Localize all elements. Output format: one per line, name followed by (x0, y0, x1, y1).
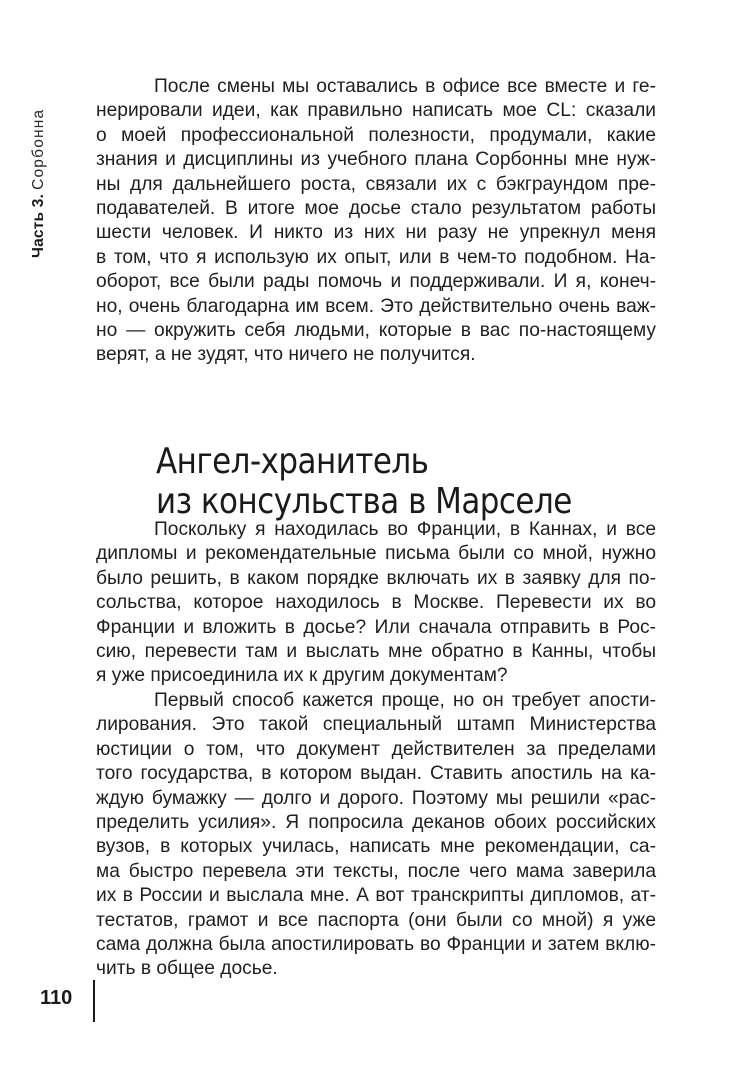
text-line: Поскольку я находилась во Франции, в Каннах, и все (154, 519, 656, 540)
text-line: вузов, в которых училась, написать мне рекомендации, са- (96, 836, 656, 858)
text-line: Франции и вложить в досье? Или сначала отправить в Рос- (96, 616, 656, 638)
text-line: было решить, в каком порядке включать их в заявку для по- (96, 567, 656, 589)
text-line: я уже присоединила их к другим документам? (96, 665, 508, 687)
page-number: 110 (40, 987, 73, 1009)
paragraph-3 (96, 689, 656, 982)
paragraph-1 (96, 75, 656, 368)
heading-line-1: Ангел-хранитель (156, 440, 429, 482)
text-line: оборот, все были рады помочь и поддерживали. И я, конеч- (96, 271, 656, 293)
text-line: ждую бумажку — долго и дорого. Поэтому мы решили «рас- (96, 787, 656, 809)
text-line: подавателей. В итоге мое досье стало результатом работы (96, 197, 656, 219)
text-line: того государства, в котором выдан. Ставить апостиль на ка- (96, 763, 656, 785)
text-line: их в России и выслала мне. А вот транскрипты дипломов, ат- (96, 885, 656, 907)
running-header-part: Часть 3. (30, 193, 47, 258)
text-line: о моей профессиональной полезности, продумали, какие (96, 124, 656, 146)
text-line: ны для дальнейшего роста, связали их с бэкграундом пре- (96, 173, 656, 195)
text-line: в том, что я использую их опыт, или в чем-то подобном. На- (96, 246, 656, 268)
text-line: После смены мы оставались в офисе все вместе и ге- (154, 76, 656, 97)
text-line: ма быстро перевела эти тексты, после чего мама заверила (96, 860, 656, 882)
page-number-divider (93, 980, 95, 1022)
text-line: юстиции о том, что документ действителен за пределами (96, 738, 656, 760)
text-line: но — окружить себя людьми, которые в вас по-настоящему (96, 319, 656, 341)
text-line: сию, перевести там и выслать мне обратно в Канны, чтобы (96, 640, 656, 662)
text-line: шести человек. И никто из них ни разу не упрекнул меня (96, 222, 656, 244)
text-line: Первый способ кажется проще, но он требует апости- (154, 690, 656, 711)
text-line: нерировали идеи, как правильно написать мое CL: сказали (96, 100, 656, 122)
text-line: сама должна была апостилировать во Франции и затем вклю- (96, 933, 656, 955)
text-line: лирования. Это такой специальный штамп Министерства (96, 714, 656, 736)
running-header-section: Сорбонна (30, 108, 47, 190)
text-line: сольства, которое находилось в Москве. Перевести их во (96, 592, 656, 614)
section-heading (156, 442, 603, 522)
text-line: пределить усилия». Я попросила деканов обоих российских (96, 811, 656, 833)
text-line: дипломы и рекомендательные письма были со мной, нужно (96, 543, 656, 565)
running-header (26, 68, 52, 258)
text-line: верят, а не зудят, что ничего не получится. (96, 344, 476, 366)
text-line: знания и дисциплины из учебного плана Сорбонны мне нуж- (96, 149, 656, 171)
paragraph-2 (96, 518, 656, 689)
text-line: чить в общее досье. (96, 958, 278, 980)
text-line: тестатов, грамот и все паспорта (они были со мной) я уже (96, 909, 656, 931)
heading-line-2: из консульства в Марселе (156, 480, 572, 522)
text-line: но, очень благодарна им всем. Это действительно очень важ- (96, 295, 656, 317)
